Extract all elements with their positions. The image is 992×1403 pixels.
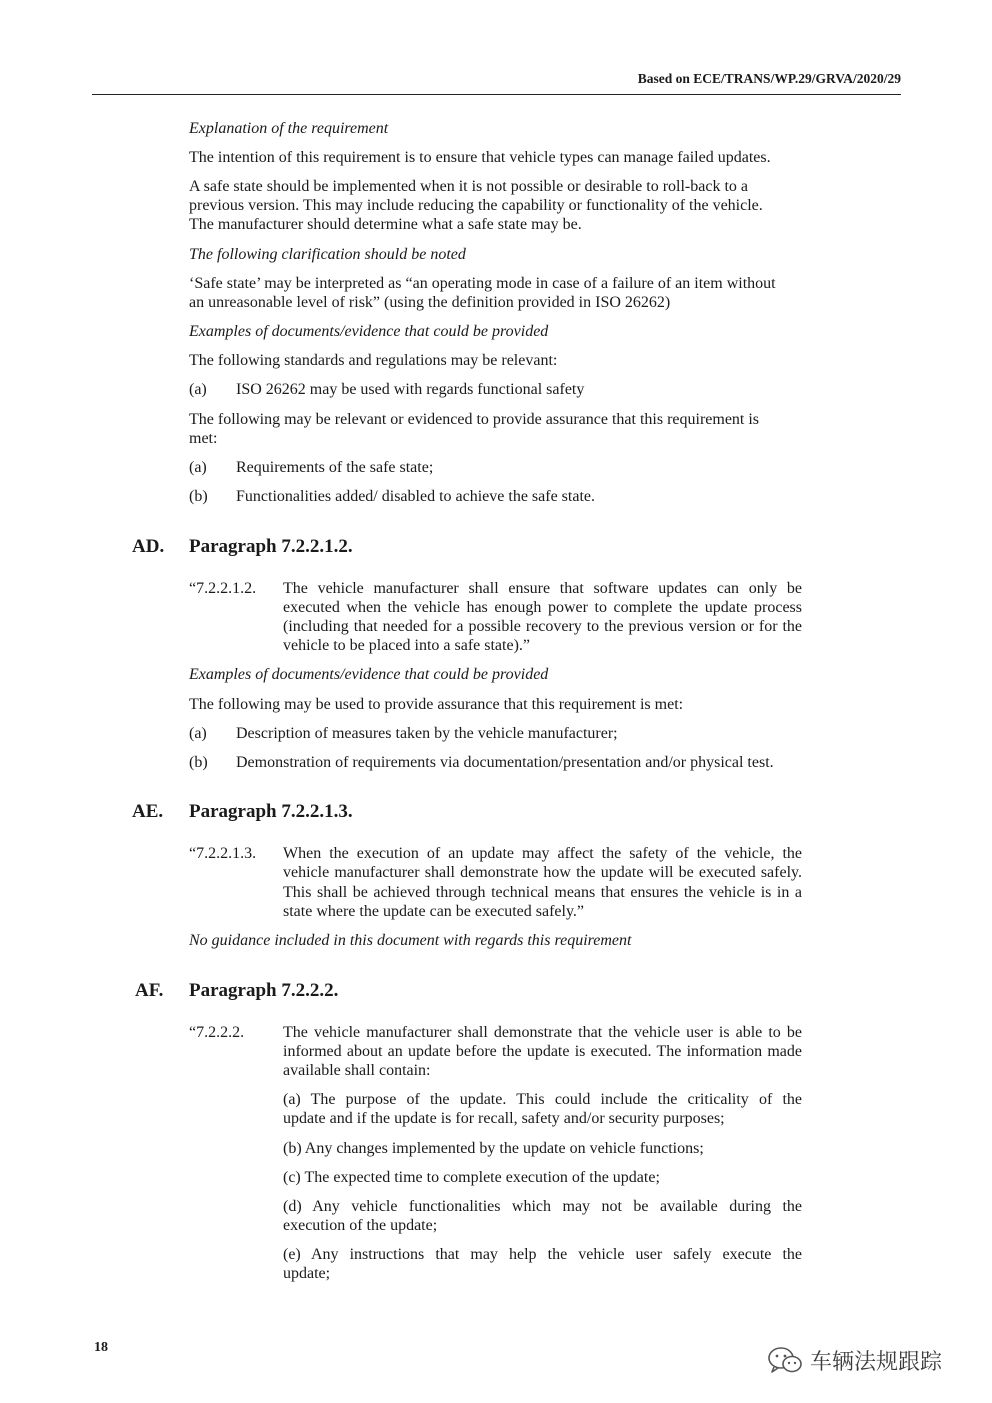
list-item-label: (a)	[189, 725, 207, 742]
list-item-text: ISO 26262 may be used with regards functional safety	[236, 381, 585, 398]
section-ad-quote-line: executed when the vehicle has enough power to complete the update process	[283, 599, 802, 616]
safe-state-line-1: A safe state should be implemented when it is not possible or desirable to roll-back to a	[189, 178, 748, 195]
section-ad-assurance-intro: The following may be used to provide assurance that this requirement is met:	[189, 696, 684, 713]
section-af-title: Paragraph 7.2.2.2.	[189, 980, 339, 1001]
clarification-line-2: an unreasonable level of risk” (using the definition provided in ISO 26262)	[189, 294, 671, 311]
standards-intro: The following standards and regulations may be relevant:	[189, 352, 558, 369]
section-ad-quote-line: (including that needed for a possible recovery to the previous version or for the	[283, 618, 802, 635]
examples-heading: Examples of documents/evidence that could be provided	[189, 323, 549, 340]
list-item-label: (a)	[189, 459, 207, 476]
section-ae-quote-line: This shall be achieved through technical means that ensures the vehicle is in a	[283, 884, 802, 901]
list-item-text: Description of measures taken by the vehicle manufacturer;	[236, 725, 618, 742]
section-af-quote-line: available shall contain:	[283, 1062, 431, 1079]
running-header: Based on ECE/TRANS/WP.29/GRVA/2020/29	[637, 71, 901, 86]
af-sub-item-c: (c) The expected time to complete execution of the update;	[283, 1169, 660, 1186]
section-af-letter: AF.	[135, 980, 164, 1001]
section-ad-letter: AD.	[132, 536, 165, 557]
wechat-icon	[766, 1345, 804, 1375]
section-af-quote-line: informed about an update before the update is executed. The information made	[283, 1043, 802, 1060]
clarification-heading: The following clarification should be noted	[189, 246, 466, 263]
list-item-text: Functionalities added/ disabled to achieve the safe state.	[236, 488, 595, 505]
section-ae-title: Paragraph 7.2.2.1.3.	[189, 801, 353, 822]
watermark-text: 车辆法规跟踪	[810, 1349, 943, 1375]
section-ae-no-guidance: No guidance included in this document with regards this requirement	[189, 932, 632, 949]
af-sub-item-d-cont: execution of the update;	[283, 1217, 438, 1234]
relevant-line-2: met:	[189, 430, 218, 447]
section-ae-quote-number: “7.2.2.1.3.	[189, 845, 257, 862]
af-sub-item-e-cont: update;	[283, 1265, 331, 1282]
af-sub-item-a: (a) The purpose of the update. This could include the criticality of the	[283, 1091, 802, 1108]
af-sub-item-a-cont: update and if the update is for recall, safety and/or security purposes;	[283, 1110, 725, 1127]
section-ae-quote-line: vehicle manufacturer shall demonstrate how the update will be executed safely.	[283, 864, 802, 881]
list-item-label: (b)	[189, 488, 208, 505]
section-ae-quote-line: When the execution of an update may affect the safety of the vehicle, the	[283, 845, 802, 862]
list-item-label: (b)	[189, 754, 208, 771]
header-divider	[92, 94, 901, 95]
af-sub-item-d: (d) Any vehicle functionalities which may not be available during the	[283, 1198, 802, 1215]
list-item-text: Requirements of the safe state;	[236, 459, 434, 476]
section-ad-quote-line: vehicle to be placed into a safe state).”	[283, 637, 530, 654]
intention-paragraph: The intention of this requirement is to ensure that vehicle types can manage failed updates.	[189, 149, 771, 166]
section-ae-letter: AE.	[132, 801, 164, 822]
section-ad-examples-heading: Examples of documents/evidence that could be provided	[189, 666, 549, 683]
relevant-line-1: The following may be relevant or evidenced to provide assurance that this requirement is	[189, 411, 760, 428]
section-af-quote-number: “7.2.2.2.	[189, 1024, 245, 1041]
af-sub-item-e: (e) Any instructions that may help the vehicle user safely execute the	[283, 1246, 802, 1263]
explanation-heading: Explanation of the requirement	[189, 120, 389, 137]
safe-state-line-3: The manufacturer should determine what a safe state may be.	[189, 216, 582, 233]
af-sub-item-b: (b) Any changes implemented by the update on vehicle functions;	[283, 1140, 704, 1157]
page-number: 18	[94, 1340, 108, 1355]
section-ad-quote-number: “7.2.2.1.2.	[189, 580, 257, 597]
list-item-label: (a)	[189, 381, 207, 398]
watermark	[766, 1344, 942, 1376]
list-item-text: Demonstration of requirements via documentation/presentation and/or physical test.	[236, 754, 774, 771]
clarification-line-1: ‘Safe state’ may be interpreted as “an operating mode in case of a failure of an item without	[189, 275, 776, 292]
section-ad-quote-line: The vehicle manufacturer shall ensure that software updates can only be	[283, 580, 802, 597]
section-af-quote-line: The vehicle manufacturer shall demonstrate that the vehicle user is able to be	[283, 1024, 802, 1041]
section-ad-title: Paragraph 7.2.2.1.2.	[189, 536, 353, 557]
section-ae-quote-line: state where the update can be executed safely.”	[283, 903, 585, 920]
safe-state-line-2: previous version. This may include reducing the capability or functionality of the vehicle.	[189, 197, 763, 214]
